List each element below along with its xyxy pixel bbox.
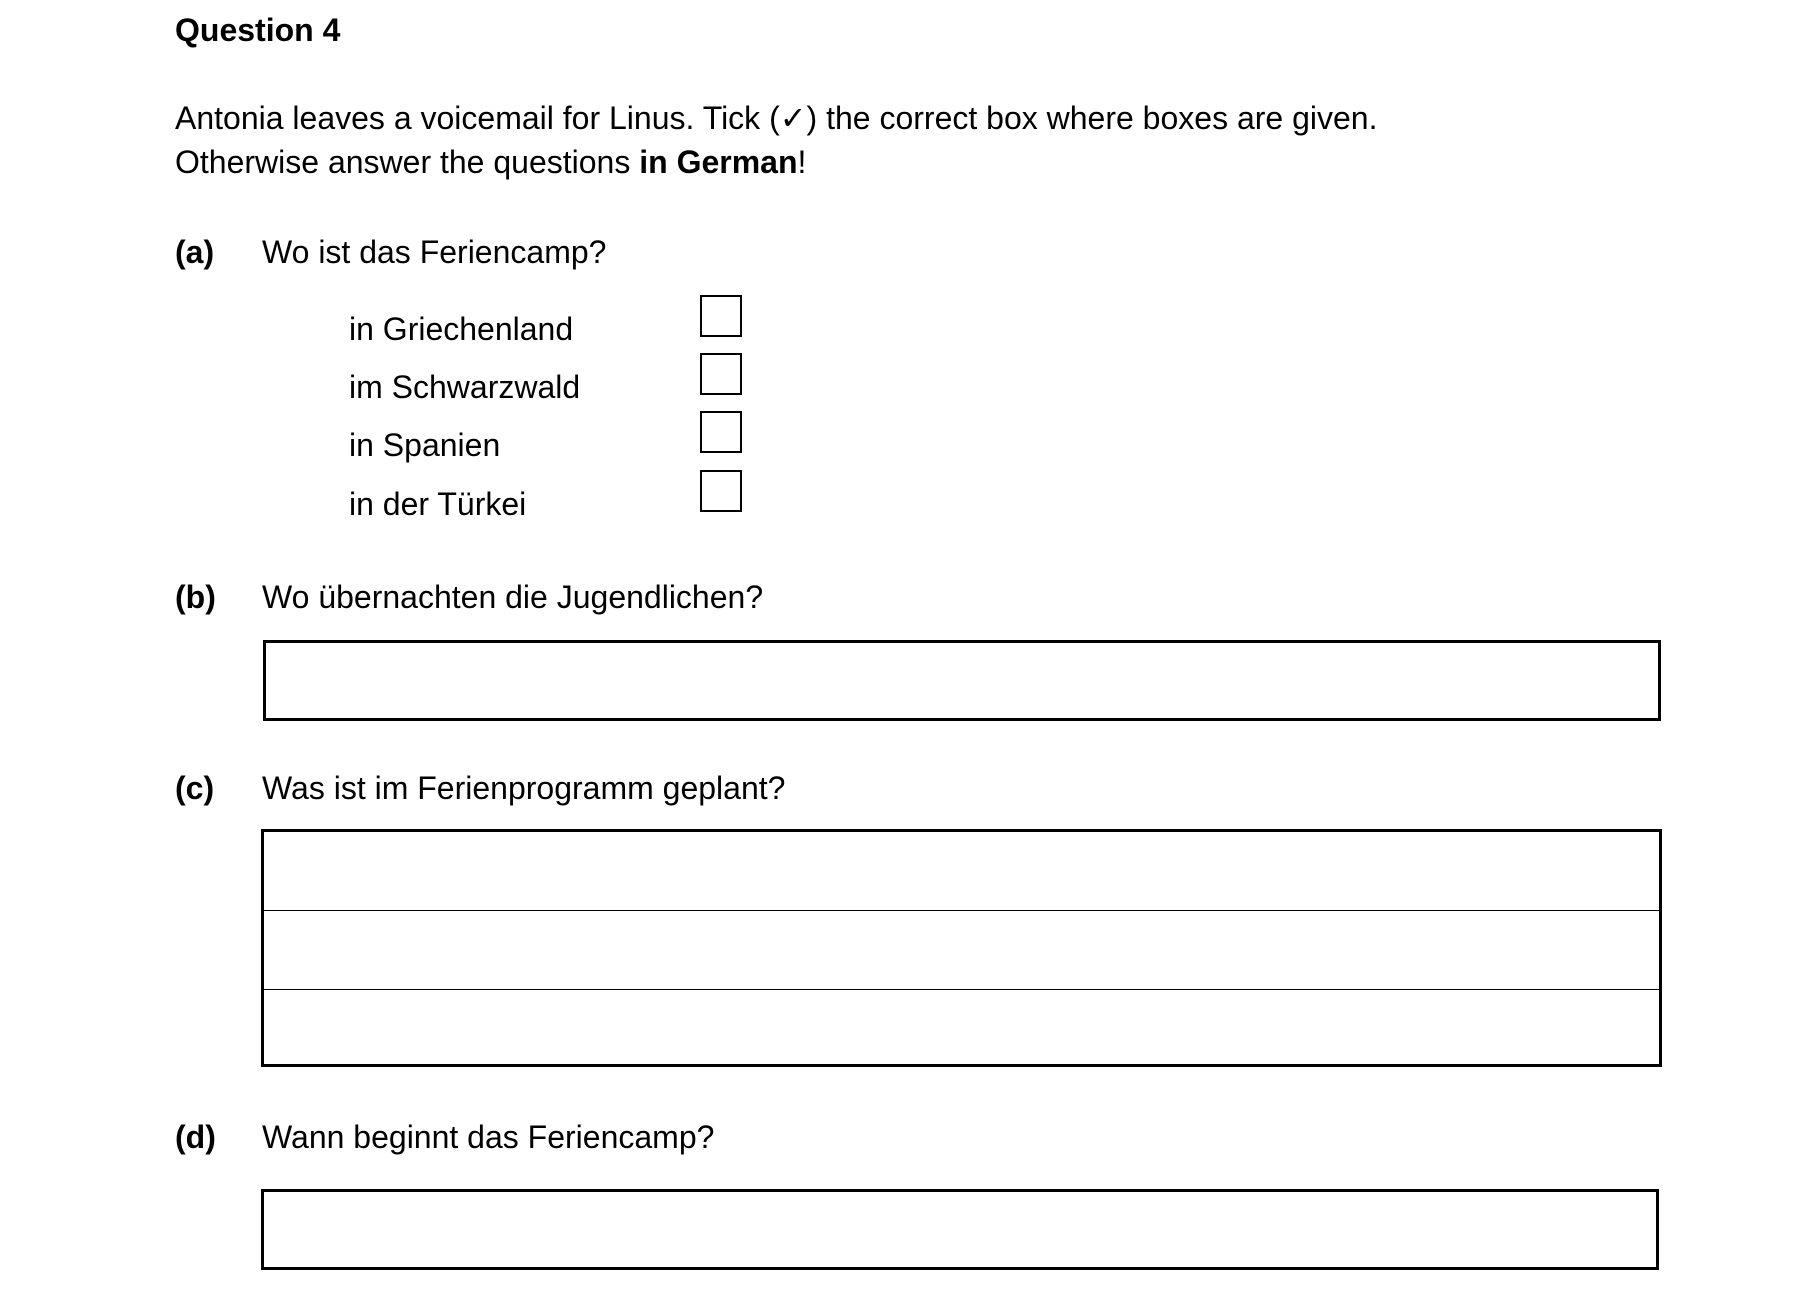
answer-c-line-1[interactable] (264, 832, 1659, 911)
instructions-emphasis: in German (639, 144, 798, 180)
option-schwarzwald-checkbox[interactable] (700, 353, 742, 395)
question-d-text: Wann beginnt das Feriencamp? (262, 1119, 715, 1155)
question-b-letter: (b) (175, 579, 216, 615)
instructions-line-2-prefix: Otherwise answer the questions (175, 144, 640, 180)
instructions-line-2-suffix: ! (797, 144, 807, 180)
option-tuerkei-label: in der Türkei (349, 486, 527, 522)
question-heading: Question 4 (175, 12, 341, 48)
option-spanien-label: in Spanien (349, 427, 501, 463)
answer-c-box (261, 829, 1662, 1067)
answer-c-line-3[interactable] (264, 990, 1659, 1069)
option-griechenland-label: in Griechenland (349, 311, 574, 347)
option-schwarzwald-label: im Schwarzwald (349, 369, 581, 405)
option-griechenland-checkbox[interactable] (700, 295, 742, 337)
question-b-text: Wo übernachten die Jugendlichen? (262, 579, 764, 615)
question-c-letter: (c) (175, 770, 215, 806)
option-spanien-checkbox[interactable] (700, 411, 742, 453)
question-c-text: Was ist im Ferienprogramm geplant? (262, 770, 786, 806)
answer-b-box[interactable] (263, 640, 1661, 721)
question-d-letter: (d) (175, 1119, 216, 1155)
answer-d-box[interactable] (261, 1189, 1659, 1270)
question-a-text: Wo ist das Feriencamp? (262, 234, 607, 270)
instructions-line-1: Antonia leaves a voicemail for Linus. Tick (✓) the correct box where boxes are given. (175, 100, 1378, 136)
instructions-line-2 (175, 142, 806, 182)
answer-c-line-2[interactable] (264, 911, 1659, 990)
option-tuerkei-checkbox[interactable] (700, 470, 742, 512)
question-a-letter: (a) (175, 234, 215, 270)
